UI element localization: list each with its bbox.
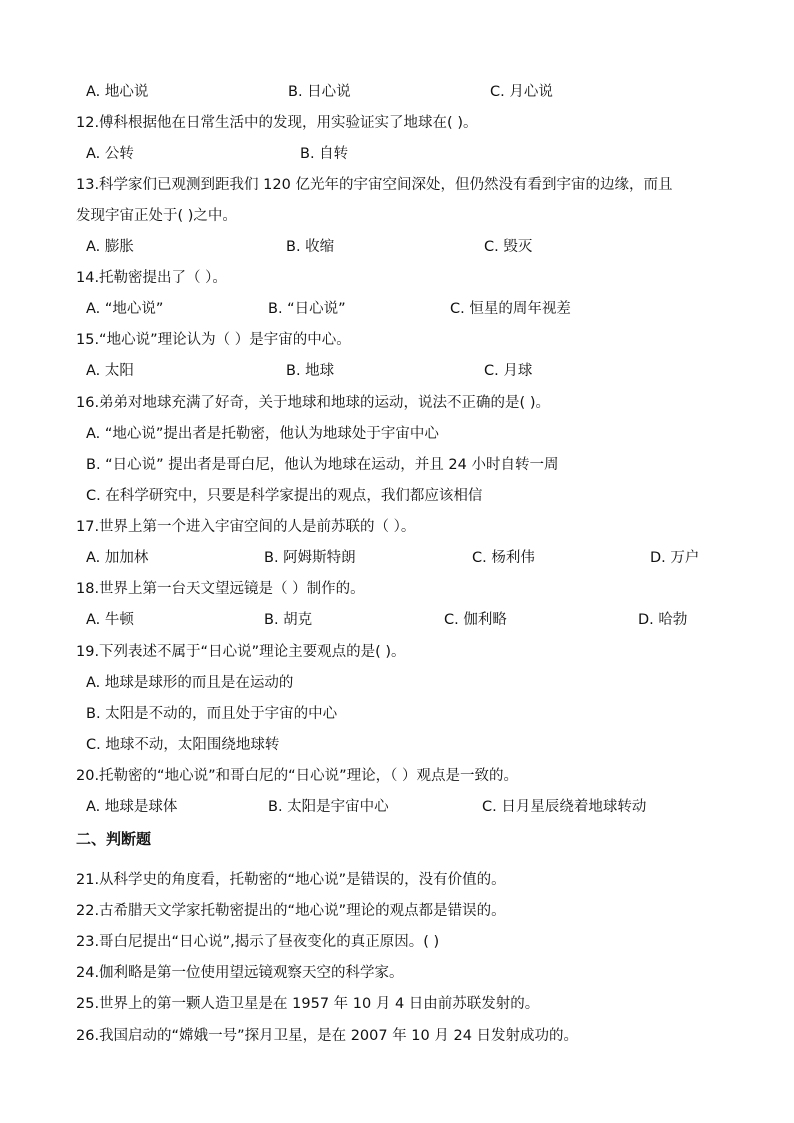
q19-option-a: A. 地球是球形的而且是在运动的: [86, 675, 294, 691]
q16-option-a: A. “地心说”提出者是托勒密，他认为地球处于宇宙中心: [86, 426, 439, 442]
q11-option-c: C. 月心说: [490, 84, 553, 100]
q12-question: 12.傅科根据他在日常生活中的发现，用实验证实了地球在( )。: [76, 115, 478, 131]
q13-option-c: C. 毁灭: [484, 239, 533, 255]
q20-option-a: A. 地球是球体: [86, 799, 178, 815]
q19-option-c: C. 地球不动，太阳围绕地球转: [86, 737, 280, 753]
q19-option-b: B. 太阳是不动的，而且处于宇宙的中心: [86, 706, 338, 722]
q14-option-c: C. 恒星的周年视差: [450, 301, 571, 317]
q13-option-a: A. 膨胀: [86, 239, 134, 255]
q16-option-c: C. 在科学研究中，只要是科学家提出的观点，我们都应该相信: [86, 488, 483, 504]
section-title-judgment: 二、判断题: [76, 830, 152, 848]
judgment-item: 22.古希腊天文学家托勒密提出的“地心说”理论的观点都是错误的。: [76, 903, 506, 919]
q13-question-line1: 13.科学家们已观测到距我们 120 亿光年的宇宙空间深处，但仍然没有看到宇宙的边缘，而且: [76, 177, 673, 193]
q13-question-line2: 发现宇宙正处于( )之中。: [76, 208, 237, 224]
q11-option-a: A. 地心说: [86, 84, 149, 100]
judgment-item: 24.伽利略是第一位使用望远镜观察天空的科学家。: [76, 965, 404, 981]
q14-question: 14.托勒密提出了（ ）。: [76, 270, 227, 286]
q20-question: 20.托勒密的“地心说”和哥白尼的“日心说”理论，（ ）观点是一致的。: [76, 768, 518, 784]
q20-option-c: C. 日月星辰绕着地球转动: [482, 799, 647, 815]
q16-option-b: B. “日心说” 提出者是哥白尼，他认为地球在运动，并且 24 小时自转一周: [86, 457, 559, 473]
q15-question: 15.“地心说”理论认为（ ）是宇宙的中心。: [76, 332, 351, 348]
q20-option-b: B. 太阳是宇宙中心: [268, 799, 389, 815]
q18-option-a: A. 牛顿: [86, 612, 134, 628]
judgment-item: 26.我国启动的“嫦娥一号”探月卫星，是在 2007 年 10 月 24 日发射成功的。: [76, 1028, 579, 1044]
judgment-item: 23.哥白尼提出“日心说”,揭示了昼夜变化的真正原因。( ): [76, 934, 440, 950]
judgment-item: 21.从科学史的角度看，托勒密的“地心说”是错误的，没有价值的。: [76, 872, 506, 888]
q16-question: 16.弟弟对地球充满了好奇，关于地球和地球的运动，说法不正确的是( )。: [76, 395, 550, 411]
q19-question: 19.下列表述不属于“日心说”理论主要观点的是( )。: [76, 644, 406, 660]
q18-question: 18.世界上第一台天文望远镜是（ ）制作的。: [76, 581, 365, 597]
q12-option-b: B. 自转: [300, 146, 349, 162]
q11-option-b: B. 日心说: [288, 84, 351, 100]
judgment-item: 25.世界上的第一颗人造卫星是在 1957 年 10 月 4 日由前苏联发射的。: [76, 996, 540, 1012]
q17-option-d: D. 万户: [650, 550, 700, 566]
q14-option-a: A. “地心说”: [86, 301, 164, 317]
q17-option-b: B. 阿姆斯特朗: [264, 550, 356, 566]
q17-option-c: C. 杨利伟: [472, 550, 535, 566]
q17-option-a: A. 加加林: [86, 550, 149, 566]
q14-option-b: B. “日心说”: [268, 301, 346, 317]
q13-option-b: B. 收缩: [286, 239, 335, 255]
q18-option-b: B. 胡克: [264, 612, 313, 628]
q15-option-a: A. 太阳: [86, 363, 134, 379]
q18-option-d: D. 哈勃: [638, 612, 688, 628]
q15-option-c: C. 月球: [484, 363, 533, 379]
q12-option-a: A. 公转: [86, 146, 134, 162]
q15-option-b: B. 地球: [286, 363, 335, 379]
q17-question: 17.世界上第一个进入宇宙空间的人是前苏联的（ ）。: [76, 519, 416, 535]
q18-option-c: C. 伽利略: [444, 612, 507, 628]
